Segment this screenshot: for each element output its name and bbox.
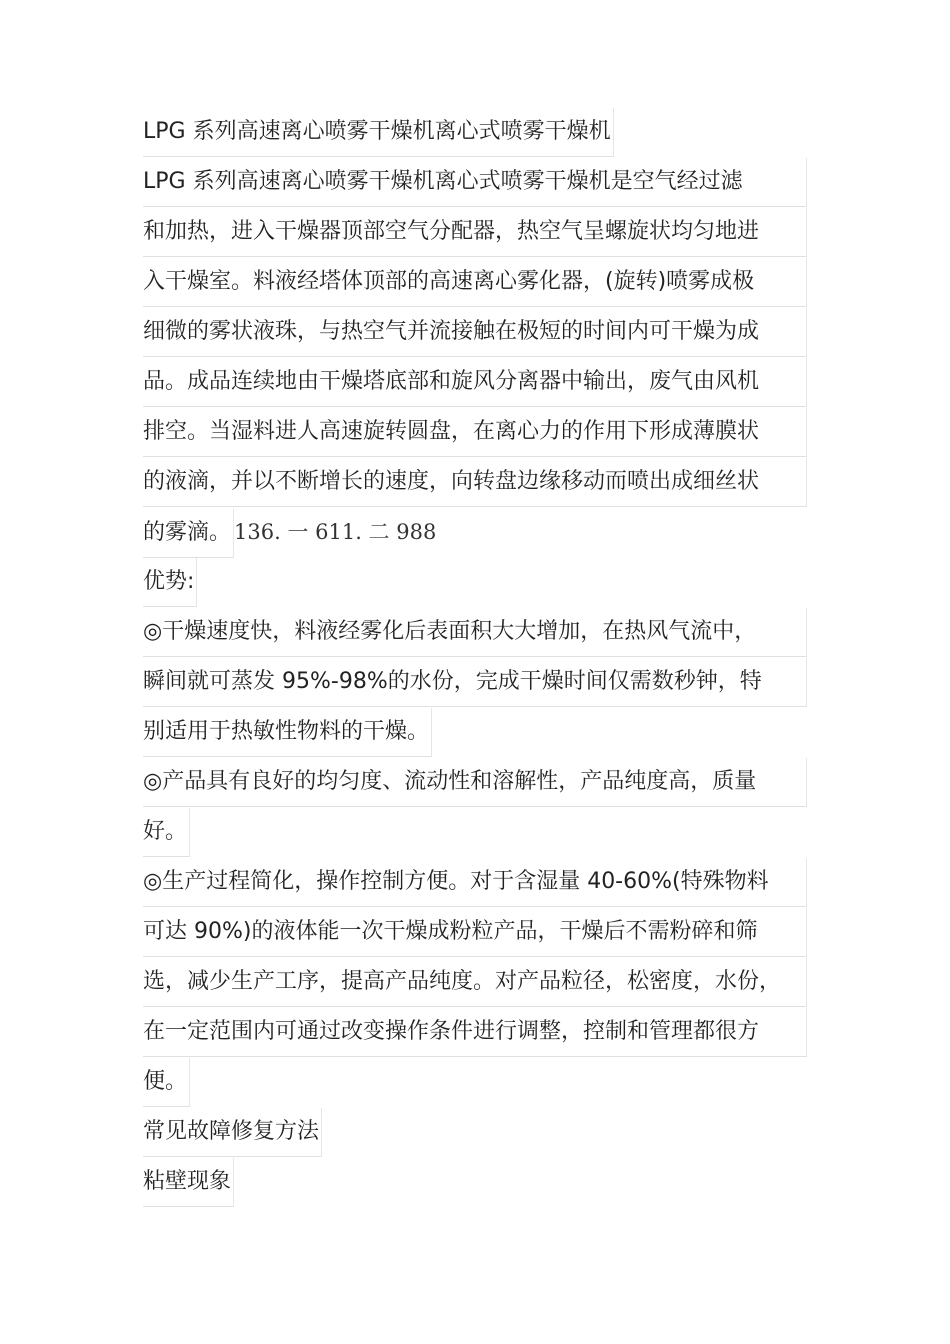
intro-line: [143, 408, 813, 458]
paragraph-text: ◎生产过程简化，操作控制方便。对于含湿量 40-60%(特殊物料: [143, 858, 807, 907]
intro-line: [143, 458, 813, 508]
advantage-2-line: [143, 808, 813, 858]
faults-heading-line: [143, 1108, 813, 1158]
paragraph-text: LPG 系列高速离心喷雾干燥机离心式喷雾干燥机是空气经过滤: [143, 158, 807, 207]
paragraph-text: ◎干燥速度快，料液经雾化后表面积大大增加，在热风气流中，: [143, 608, 807, 657]
advantage-3-line: [143, 1008, 813, 1058]
paragraph-text: 可达 90%)的液体能一次干燥成粉粒产品，干燥后不需粉碎和筛: [143, 908, 807, 957]
paragraph-text: 好。: [143, 808, 190, 857]
paragraph-text: 品。成品连续地由干燥塔底部和旋风分离器中输出，废气由风机: [143, 358, 807, 407]
advantage-1-line: [143, 708, 813, 758]
advantage-1-line: [143, 658, 813, 708]
paragraph-text: 细微的雾状液珠，与热空气并流接触在极短的时间内可干燥为成: [143, 308, 807, 357]
paragraph-text: 别适用于热敏性物料的干燥。: [143, 708, 432, 757]
advantage-3-line: [143, 958, 813, 1008]
fault-1-heading-line: [143, 1158, 813, 1208]
intro-line-last: [143, 508, 813, 558]
advantage-3-line: [143, 858, 813, 908]
advantage-1-line: [143, 608, 813, 658]
paragraph-text: 入干燥室。料液经塔体顶部的高速离心雾化器，(旋转)喷雾成极: [143, 258, 807, 307]
intro-line: [143, 258, 813, 308]
fault-1-heading: 粘壁现象: [143, 1158, 234, 1207]
advantages-heading: 优势:: [143, 558, 197, 607]
advantage-3-line: [143, 908, 813, 958]
paragraph-text: 的液滴，并以不断增长的速度，向转盘边缘移动而喷出成细丝状: [143, 458, 807, 507]
paragraph-text: 和加热，进入干燥器顶部空气分配器，热空气呈螺旋状均匀地进: [143, 208, 807, 257]
advantage-3-line: [143, 1058, 813, 1108]
intro-line: [143, 308, 813, 358]
paragraph-text: 在一定范围内可通过改变操作条件进行调整，控制和管理都很方: [143, 1008, 807, 1057]
paragraph-text: 排空。当湿料进人高速旋转圆盘，在离心力的作用下形成薄膜状: [143, 408, 807, 457]
paragraph-text: 的雾滴。: [143, 509, 234, 558]
paragraph-text: 瞬间就可蒸发 95%-98%的水份，完成干燥时间仅需数秒钟，特: [143, 658, 807, 707]
document-title-line: [143, 108, 813, 158]
faults-heading: 常见故障修复方法: [143, 1108, 322, 1157]
intro-line: [143, 358, 813, 408]
advantage-2-line: [143, 758, 813, 808]
advantages-heading-line: [143, 558, 813, 608]
paragraph-text: 便。: [143, 1058, 190, 1107]
intro-line: [143, 158, 813, 208]
document-title: LPG 系列高速离心喷雾干燥机离心式喷雾干燥机: [143, 108, 614, 157]
document-body: [143, 108, 813, 1208]
paragraph-text: ◎产品具有良好的均匀度、流动性和溶解性，产品纯度高，质量: [143, 758, 807, 807]
phone-number: 136. 一 611. 二 988: [234, 520, 437, 544]
paragraph-text: 选，减少生产工序，提高产品纯度。对产品粒径，松密度，水份，: [143, 958, 807, 1007]
intro-line: [143, 208, 813, 258]
